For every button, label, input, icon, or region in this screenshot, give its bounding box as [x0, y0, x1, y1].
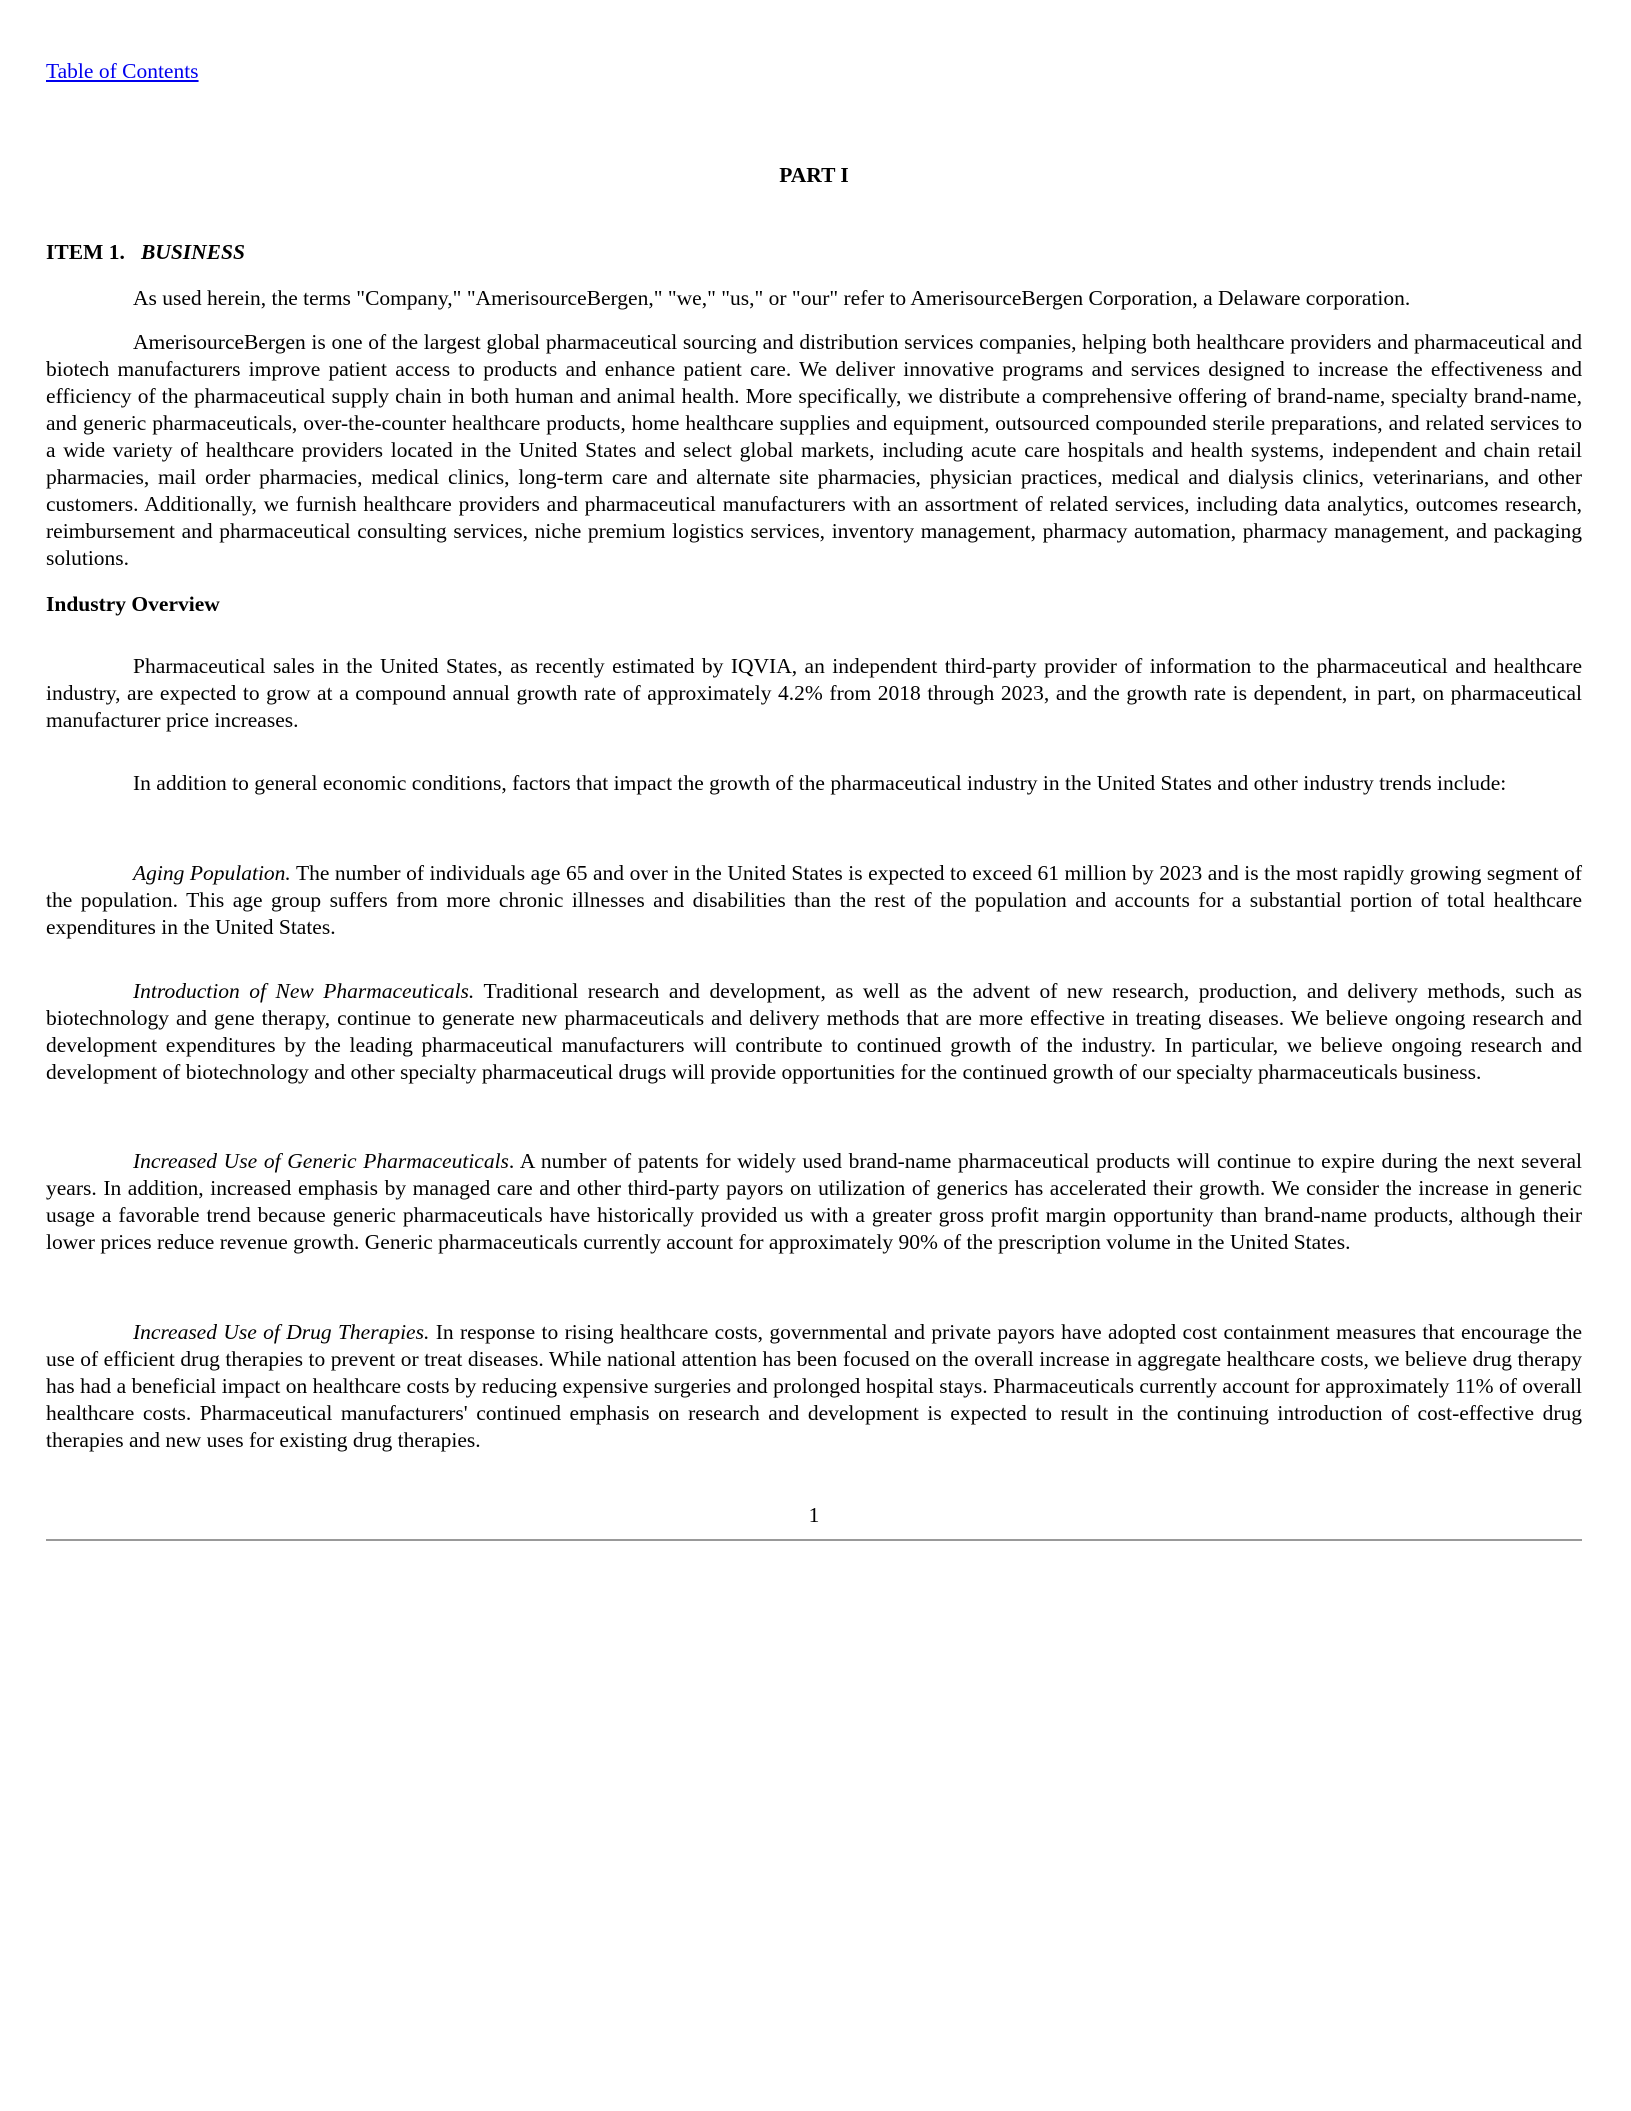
page-number: 1 — [808, 1503, 820, 1527]
toc-link-wrap — [46, 58, 1582, 85]
part-heading — [46, 162, 1582, 189]
item-title: BUSINESS — [140, 240, 245, 264]
factor-text: Traditional research and development, as well as the advent of new research, production, and delivery methods, such as biotechnology and gene therapy, continue to generate new pharmaceuticals and delivery methods that are more effective in treating diseases. We believe ongoing research and development expenditures by the leading pharmaceutical manufacturers will contribute to continued growth of the industry. In particular, we believe ongoing research and development of biotechnology and other specialty pharmaceutical drugs will provide opportunities for the continued growth of our specialty pharmaceuticals business. — [46, 979, 1582, 1084]
industry-paragraph-2: In addition to general economic conditions, factors that impact the growth of the pharmaceutical industry in the United States and other industry trends include: — [133, 771, 1507, 795]
factor-text: . A number of patents for widely used brand-name pharmaceutical products will continue to expire during the next several years. In addition, increased emphasis by managed care and other third-party payors on utilization of generics has accelerated their growth. We consider the increase in generic usage a favorable trend because generic pharmaceuticals have historically provided us with a greater gross profit margin opportunity than brand-name products, although their lower prices reduce revenue growth. Generic pharmaceuticals currently account for approximately 90% of the prescription volume in the United States. — [46, 1149, 1582, 1254]
item-heading — [46, 239, 1582, 266]
factor-title: Increased Use of Drug Therapies. — [133, 1320, 430, 1344]
factor-title: Aging Population. — [133, 861, 291, 885]
factor-title: Introduction of New Pharmaceuticals. — [133, 979, 475, 1003]
item-number: ITEM 1. — [46, 240, 125, 264]
factor-title: Increased Use of Generic Pharmaceuticals — [133, 1149, 509, 1173]
factor-paragraph — [46, 1319, 1582, 1454]
industry-overview-heading: Industry Overview — [46, 592, 220, 616]
factor-paragraph — [46, 860, 1582, 941]
intro-paragraph: As used herein, the terms "Company," "AmerisourceBergen," "we," "us," or "our" refer to AmerisourceBergen Corporation, a Delaware corporation. — [133, 286, 1411, 310]
factor-paragraph — [46, 1148, 1582, 1256]
table-of-contents-link[interactable]: Table of Contents — [46, 59, 199, 83]
industry-paragraph-1: Pharmaceutical sales in the United States, as recently estimated by IQVIA, an independent third-party provider of information to the pharmaceutical and healthcare industry, are expected to grow at a compound annual growth rate of approximately 4.2% from 2018 through 2023, and the growth rate is dependent, in part, on pharmaceutical manufacturer price increases. — [46, 654, 1582, 732]
factor-text: The number of individuals age 65 and over in the United States is expected to exceed 61 million by 2023 and is the most rapidly growing segment of the population. This age group suffers from more chronic illnesses and disabilities than the rest of the population and accounts for a substantial portion of total healthcare expenditures in the United States. — [46, 861, 1582, 939]
part-title: PART I — [779, 163, 849, 187]
page-divider — [46, 1539, 1582, 1541]
factor-paragraph — [46, 978, 1582, 1086]
description-paragraph: AmerisourceBergen is one of the largest global pharmaceutical sourcing and distribution services companies, helping both healthcare providers and pharmaceutical and biotech manufacturers improve patient access to products and enhance patient care. We deliver innovative programs and services designed to increase the effectiveness and efficiency of the pharmaceutical supply chain in both human and animal health. More specifically, we distribute a comprehensive offering of brand-name, specialty brand-name, and generic pharmaceuticals, over-the-counter healthcare products, home healthcare supplies and equipment, outsourced compounded sterile preparations, and related services to a wide variety of healthcare providers located in the United States and select global markets, including acute care hospitals and health systems, independent and chain retail pharmacies, mail order pharmacies, medical clinics, long-term care and alternate site pharmacies, physician practices, medical and dialysis clinics, veterinarians, and other customers. Additionally, we furnish healthcare providers and pharmaceutical manufacturers with an assortment of related services, including data analytics, outcomes research, reimbursement and pharmaceutical consulting services, niche premium logistics services, inventory management, pharmacy automation, pharmacy management, and packaging solutions. — [46, 330, 1582, 570]
factor-text: In response to rising healthcare costs, governmental and private payors have adopted cost containment measures that encourage the use of efficient drug therapies to prevent or treat diseases. While national attention has been focused on the overall increase in aggregate healthcare costs, we believe drug therapy has had a beneficial impact on healthcare costs by reducing expensive surgeries and prolonged hospital stays. Pharmaceuticals currently account for approximately 11% of overall healthcare costs. Pharmaceutical manufacturers' continued emphasis on research and development is expected to result in the continuing introduction of cost-effective drug therapies and new uses for existing drug therapies. — [46, 1320, 1582, 1452]
